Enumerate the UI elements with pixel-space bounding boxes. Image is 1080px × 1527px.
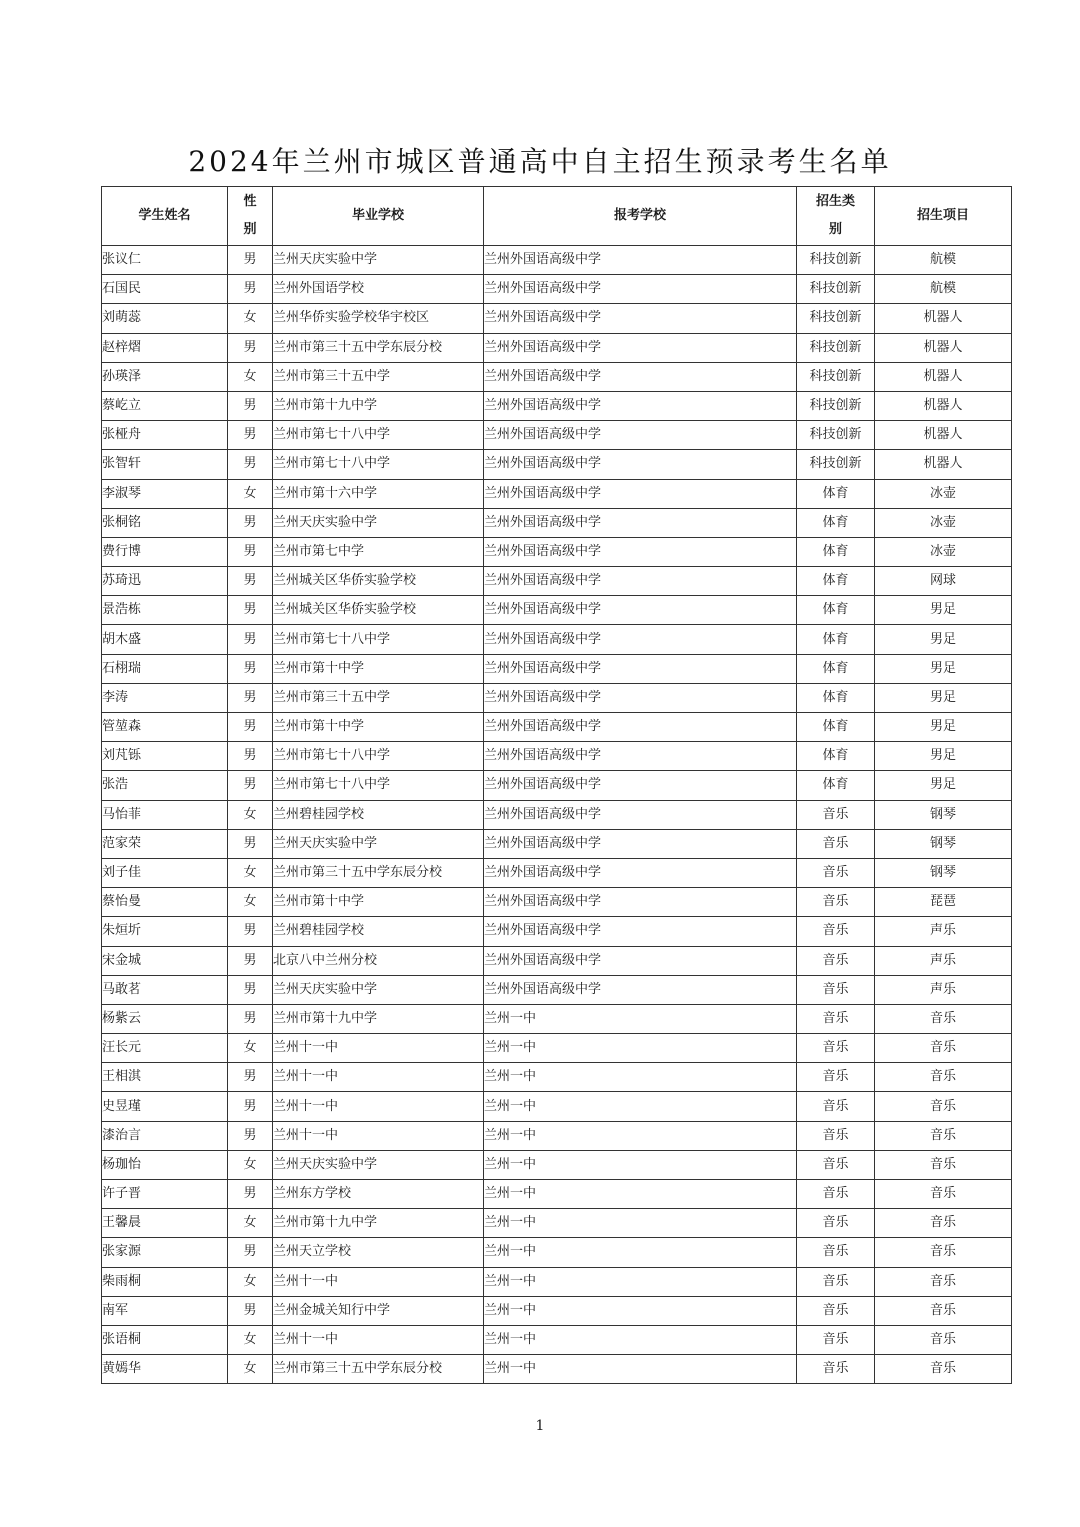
cell-grad-school: 兰州市第七十八中学 — [273, 625, 484, 654]
cell-name: 蔡屹立 — [102, 391, 228, 420]
table-row — [102, 1004, 1012, 1033]
cell-category: 体育 — [797, 508, 875, 537]
cell-name: 杨珈怡 — [102, 1150, 228, 1179]
table-row — [102, 1092, 1012, 1121]
cell-sex: 女 — [228, 1150, 273, 1179]
cell-category: 体育 — [797, 683, 875, 712]
cell-sex: 男 — [228, 1296, 273, 1325]
cell-name: 王馨晨 — [102, 1209, 228, 1238]
cell-apply-school: 兰州一中 — [484, 1238, 797, 1267]
page-number: 1 — [535, 1418, 545, 1434]
cell-sex: 男 — [228, 975, 273, 1004]
cell-project: 机器人 — [875, 304, 1012, 333]
cell-project: 音乐 — [875, 1034, 1012, 1063]
cell-project: 男足 — [875, 713, 1012, 742]
cell-project: 音乐 — [875, 1209, 1012, 1238]
cell-sex: 男 — [228, 1180, 273, 1209]
cell-grad-school: 兰州十一中 — [273, 1121, 484, 1150]
cell-name: 张桐铭 — [102, 508, 228, 537]
cell-project: 男足 — [875, 654, 1012, 683]
cell-sex: 男 — [228, 829, 273, 858]
cell-name: 苏琦迅 — [102, 567, 228, 596]
page-title: 2024年兰州市城区普通高中自主招生预录考生名单 — [188, 145, 892, 178]
cell-sex: 女 — [228, 1034, 273, 1063]
cell-grad-school: 兰州十一中 — [273, 1034, 484, 1063]
cell-category: 科技创新 — [797, 246, 875, 275]
table-row — [102, 975, 1012, 1004]
cell-sex: 男 — [228, 917, 273, 946]
cell-project: 机器人 — [875, 421, 1012, 450]
cell-apply-school: 兰州一中 — [484, 1034, 797, 1063]
cell-name: 刘萌蕊 — [102, 304, 228, 333]
table-row — [102, 508, 1012, 537]
cell-category: 科技创新 — [797, 421, 875, 450]
cell-sex: 男 — [228, 275, 273, 304]
cell-apply-school: 兰州外国语高级中学 — [484, 333, 797, 362]
cell-category: 体育 — [797, 742, 875, 771]
cell-category: 音乐 — [797, 1267, 875, 1296]
cell-apply-school: 兰州一中 — [484, 1325, 797, 1354]
cell-grad-school: 兰州天庆实验中学 — [273, 829, 484, 858]
cell-category: 音乐 — [797, 1092, 875, 1121]
cell-project: 声乐 — [875, 946, 1012, 975]
cell-category: 体育 — [797, 625, 875, 654]
cell-apply-school: 兰州外国语高级中学 — [484, 275, 797, 304]
cell-sex: 男 — [228, 450, 273, 479]
cell-sex: 男 — [228, 1063, 273, 1092]
cell-name: 张浩 — [102, 771, 228, 800]
cell-category: 音乐 — [797, 1325, 875, 1354]
header-grad-school: 毕业学校 — [273, 187, 484, 246]
cell-project: 音乐 — [875, 1296, 1012, 1325]
cell-name: 景浩栋 — [102, 596, 228, 625]
cell-grad-school: 兰州市第三十五中学东辰分校 — [273, 858, 484, 887]
cell-name: 石国民 — [102, 275, 228, 304]
cell-category: 科技创新 — [797, 362, 875, 391]
table-row — [102, 625, 1012, 654]
cell-grad-school: 兰州金城关知行中学 — [273, 1296, 484, 1325]
cell-sex: 男 — [228, 333, 273, 362]
cell-name: 许子晋 — [102, 1180, 228, 1209]
table-row — [102, 1150, 1012, 1179]
cell-project: 琵琶 — [875, 888, 1012, 917]
cell-apply-school: 兰州外国语高级中学 — [484, 304, 797, 333]
cell-grad-school: 兰州市第十九中学 — [273, 1004, 484, 1033]
cell-sex: 女 — [228, 1209, 273, 1238]
cell-project: 男足 — [875, 771, 1012, 800]
cell-project: 男足 — [875, 596, 1012, 625]
table-row — [102, 1034, 1012, 1063]
cell-category: 科技创新 — [797, 275, 875, 304]
cell-sex: 男 — [228, 771, 273, 800]
cell-grad-school: 兰州市第十中学 — [273, 888, 484, 917]
cell-name: 费行博 — [102, 537, 228, 566]
cell-apply-school: 兰州外国语高级中学 — [484, 421, 797, 450]
cell-sex: 男 — [228, 508, 273, 537]
table-row — [102, 1267, 1012, 1296]
table-row — [102, 1355, 1012, 1384]
cell-category: 体育 — [797, 771, 875, 800]
table-row — [102, 1063, 1012, 1092]
cell-grad-school: 兰州市第十中学 — [273, 713, 484, 742]
cell-category: 音乐 — [797, 1209, 875, 1238]
cell-category: 音乐 — [797, 975, 875, 1004]
cell-name: 张议仁 — [102, 246, 228, 275]
cell-sex: 女 — [228, 1325, 273, 1354]
cell-apply-school: 兰州一中 — [484, 1355, 797, 1384]
cell-grad-school: 兰州天庆实验中学 — [273, 1150, 484, 1179]
table-row — [102, 946, 1012, 975]
cell-sex: 男 — [228, 421, 273, 450]
cell-category: 体育 — [797, 479, 875, 508]
cell-project: 男足 — [875, 742, 1012, 771]
cell-category: 体育 — [797, 567, 875, 596]
cell-name: 马怡菲 — [102, 800, 228, 829]
table-header-row — [102, 187, 1012, 246]
table-row — [102, 479, 1012, 508]
cell-apply-school: 兰州外国语高级中学 — [484, 450, 797, 479]
cell-category: 音乐 — [797, 1296, 875, 1325]
cell-category: 音乐 — [797, 829, 875, 858]
header-sex — [228, 187, 273, 246]
cell-project: 网球 — [875, 567, 1012, 596]
table-row — [102, 246, 1012, 275]
cell-category: 科技创新 — [797, 304, 875, 333]
cell-sex: 男 — [228, 391, 273, 420]
header-category-label: 招生类 别 — [815, 194, 855, 237]
cell-sex: 男 — [228, 625, 273, 654]
cell-grad-school: 兰州十一中 — [273, 1092, 484, 1121]
cell-project: 音乐 — [875, 1325, 1012, 1354]
admission-table — [101, 186, 1012, 1384]
cell-grad-school: 兰州市第七十八中学 — [273, 742, 484, 771]
cell-category: 音乐 — [797, 1238, 875, 1267]
cell-name: 刘芃铄 — [102, 742, 228, 771]
table-row — [102, 275, 1012, 304]
cell-sex: 男 — [228, 537, 273, 566]
cell-apply-school: 兰州一中 — [484, 1063, 797, 1092]
table-row — [102, 800, 1012, 829]
cell-name: 胡木盛 — [102, 625, 228, 654]
cell-project: 声乐 — [875, 917, 1012, 946]
cell-category: 科技创新 — [797, 333, 875, 362]
cell-category: 体育 — [797, 654, 875, 683]
cell-grad-school: 兰州天立学校 — [273, 1238, 484, 1267]
cell-apply-school: 兰州一中 — [484, 1267, 797, 1296]
cell-name: 石栩瑞 — [102, 654, 228, 683]
table-row — [102, 1121, 1012, 1150]
cell-name: 朱烜圻 — [102, 917, 228, 946]
cell-project: 音乐 — [875, 1180, 1012, 1209]
cell-sex: 男 — [228, 1092, 273, 1121]
cell-category: 音乐 — [797, 800, 875, 829]
cell-apply-school: 兰州外国语高级中学 — [484, 917, 797, 946]
cell-project: 钢琴 — [875, 829, 1012, 858]
cell-sex: 女 — [228, 1355, 273, 1384]
cell-grad-school: 兰州天庆实验中学 — [273, 246, 484, 275]
cell-category: 音乐 — [797, 1034, 875, 1063]
cell-apply-school: 兰州外国语高级中学 — [484, 625, 797, 654]
cell-project: 男足 — [875, 625, 1012, 654]
cell-project: 音乐 — [875, 1063, 1012, 1092]
table-row — [102, 567, 1012, 596]
table-row — [102, 596, 1012, 625]
cell-apply-school: 兰州外国语高级中学 — [484, 888, 797, 917]
cell-grad-school: 兰州天庆实验中学 — [273, 508, 484, 537]
cell-sex: 男 — [228, 1238, 273, 1267]
cell-apply-school: 兰州外国语高级中学 — [484, 946, 797, 975]
cell-project: 航模 — [875, 275, 1012, 304]
cell-sex: 女 — [228, 479, 273, 508]
cell-project: 冰壶 — [875, 479, 1012, 508]
cell-grad-school: 北京八中兰州分校 — [273, 946, 484, 975]
cell-name: 黄嫣华 — [102, 1355, 228, 1384]
cell-project: 冰壶 — [875, 508, 1012, 537]
cell-category: 音乐 — [797, 1150, 875, 1179]
cell-project: 冰壶 — [875, 537, 1012, 566]
cell-category: 体育 — [797, 537, 875, 566]
cell-name: 王相淇 — [102, 1063, 228, 1092]
cell-grad-school: 兰州市第十九中学 — [273, 391, 484, 420]
cell-sex: 男 — [228, 713, 273, 742]
cell-name: 杨紫云 — [102, 1004, 228, 1033]
cell-sex: 男 — [228, 683, 273, 712]
cell-name: 宋金城 — [102, 946, 228, 975]
table-row — [102, 450, 1012, 479]
cell-apply-school: 兰州外国语高级中学 — [484, 362, 797, 391]
cell-grad-school: 兰州碧桂园学校 — [273, 917, 484, 946]
header-sex-label: 性 别 — [243, 194, 257, 237]
cell-apply-school: 兰州一中 — [484, 1180, 797, 1209]
table-row — [102, 771, 1012, 800]
cell-apply-school: 兰州外国语高级中学 — [484, 596, 797, 625]
cell-apply-school: 兰州外国语高级中学 — [484, 829, 797, 858]
cell-grad-school: 兰州市第七中学 — [273, 537, 484, 566]
cell-apply-school: 兰州外国语高级中学 — [484, 713, 797, 742]
cell-grad-school: 兰州华侨实验学校华宇校区 — [273, 304, 484, 333]
cell-name: 柴雨桐 — [102, 1267, 228, 1296]
cell-category: 体育 — [797, 713, 875, 742]
table-row — [102, 742, 1012, 771]
cell-project: 音乐 — [875, 1238, 1012, 1267]
cell-name: 马敢茗 — [102, 975, 228, 1004]
table-row — [102, 1238, 1012, 1267]
cell-category: 音乐 — [797, 858, 875, 887]
cell-grad-school: 兰州城关区华侨实验学校 — [273, 596, 484, 625]
cell-name: 张智轩 — [102, 450, 228, 479]
table-row — [102, 713, 1012, 742]
cell-grad-school: 兰州市第十九中学 — [273, 1209, 484, 1238]
cell-project: 机器人 — [875, 450, 1012, 479]
table-row — [102, 1209, 1012, 1238]
cell-sex: 女 — [228, 888, 273, 917]
cell-grad-school: 兰州市第十中学 — [273, 654, 484, 683]
cell-apply-school: 兰州一中 — [484, 1004, 797, 1033]
cell-project: 机器人 — [875, 362, 1012, 391]
cell-grad-school: 兰州市第十六中学 — [273, 479, 484, 508]
cell-sex: 男 — [228, 567, 273, 596]
cell-project: 音乐 — [875, 1004, 1012, 1033]
cell-apply-school: 兰州外国语高级中学 — [484, 800, 797, 829]
cell-apply-school: 兰州外国语高级中学 — [484, 567, 797, 596]
cell-sex: 女 — [228, 304, 273, 333]
cell-grad-school: 兰州市第三十五中学东辰分校 — [273, 1355, 484, 1384]
cell-grad-school: 兰州外国语学校 — [273, 275, 484, 304]
cell-grad-school: 兰州十一中 — [273, 1267, 484, 1296]
cell-sex: 女 — [228, 1267, 273, 1296]
cell-grad-school: 兰州十一中 — [273, 1063, 484, 1092]
table-row — [102, 654, 1012, 683]
cell-sex: 女 — [228, 858, 273, 887]
table-row — [102, 537, 1012, 566]
cell-project: 机器人 — [875, 333, 1012, 362]
table-row — [102, 829, 1012, 858]
cell-grad-school: 兰州市第三十五中学东辰分校 — [273, 333, 484, 362]
cell-category: 音乐 — [797, 1121, 875, 1150]
cell-grad-school: 兰州东方学校 — [273, 1180, 484, 1209]
cell-grad-school: 兰州市第七十八中学 — [273, 421, 484, 450]
cell-apply-school: 兰州一中 — [484, 1092, 797, 1121]
cell-apply-school: 兰州一中 — [484, 1209, 797, 1238]
cell-name: 张桠舟 — [102, 421, 228, 450]
cell-name: 刘子佳 — [102, 858, 228, 887]
cell-project: 音乐 — [875, 1355, 1012, 1384]
cell-sex: 男 — [228, 742, 273, 771]
table-row — [102, 888, 1012, 917]
cell-apply-school: 兰州外国语高级中学 — [484, 246, 797, 275]
cell-name: 张家源 — [102, 1238, 228, 1267]
cell-apply-school: 兰州外国语高级中学 — [484, 683, 797, 712]
cell-apply-school: 兰州外国语高级中学 — [484, 975, 797, 1004]
header-project: 招生项目 — [875, 187, 1012, 246]
cell-apply-school: 兰州外国语高级中学 — [484, 858, 797, 887]
cell-category: 音乐 — [797, 946, 875, 975]
cell-sex: 男 — [228, 246, 273, 275]
cell-grad-school: 兰州天庆实验中学 — [273, 975, 484, 1004]
cell-category: 音乐 — [797, 1063, 875, 1092]
cell-grad-school: 兰州市第三十五中学 — [273, 683, 484, 712]
cell-apply-school: 兰州外国语高级中学 — [484, 771, 797, 800]
cell-grad-school: 兰州市第七十八中学 — [273, 450, 484, 479]
cell-apply-school: 兰州外国语高级中学 — [484, 654, 797, 683]
header-name: 学生姓名 — [102, 187, 228, 246]
cell-project: 音乐 — [875, 1267, 1012, 1296]
cell-category: 体育 — [797, 596, 875, 625]
table-row — [102, 421, 1012, 450]
cell-name: 李淑琴 — [102, 479, 228, 508]
cell-grad-school: 兰州城关区华侨实验学校 — [273, 567, 484, 596]
cell-sex: 男 — [228, 1004, 273, 1033]
table-row — [102, 1296, 1012, 1325]
cell-apply-school: 兰州外国语高级中学 — [484, 537, 797, 566]
cell-category: 音乐 — [797, 1180, 875, 1209]
cell-apply-school: 兰州外国语高级中学 — [484, 742, 797, 771]
cell-name: 管堃森 — [102, 713, 228, 742]
cell-name: 史昱瑾 — [102, 1092, 228, 1121]
cell-name: 蔡怡曼 — [102, 888, 228, 917]
cell-apply-school: 兰州一中 — [484, 1121, 797, 1150]
table-row — [102, 1180, 1012, 1209]
cell-sex: 男 — [228, 654, 273, 683]
cell-apply-school: 兰州一中 — [484, 1150, 797, 1179]
table-row — [102, 683, 1012, 712]
cell-grad-school: 兰州碧桂园学校 — [273, 800, 484, 829]
header-apply-school: 报考学校 — [484, 187, 797, 246]
table-row — [102, 362, 1012, 391]
cell-grad-school: 兰州市第七十八中学 — [273, 771, 484, 800]
header-category — [797, 187, 875, 246]
cell-category: 音乐 — [797, 1004, 875, 1033]
table-row — [102, 858, 1012, 887]
cell-apply-school: 兰州外国语高级中学 — [484, 391, 797, 420]
table-row — [102, 391, 1012, 420]
cell-grad-school: 兰州十一中 — [273, 1325, 484, 1354]
cell-sex: 男 — [228, 1121, 273, 1150]
cell-sex: 男 — [228, 596, 273, 625]
cell-project: 声乐 — [875, 975, 1012, 1004]
cell-name: 李涛 — [102, 683, 228, 712]
cell-project: 音乐 — [875, 1150, 1012, 1179]
cell-sex: 男 — [228, 946, 273, 975]
cell-category: 音乐 — [797, 1355, 875, 1384]
cell-project: 机器人 — [875, 391, 1012, 420]
cell-sex: 女 — [228, 800, 273, 829]
table-row — [102, 917, 1012, 946]
table-row — [102, 1325, 1012, 1354]
cell-name: 张语桐 — [102, 1325, 228, 1354]
cell-project: 男足 — [875, 683, 1012, 712]
cell-apply-school: 兰州外国语高级中学 — [484, 508, 797, 537]
cell-apply-school: 兰州一中 — [484, 1296, 797, 1325]
cell-category: 音乐 — [797, 888, 875, 917]
cell-category: 音乐 — [797, 917, 875, 946]
cell-project: 钢琴 — [875, 800, 1012, 829]
cell-grad-school: 兰州市第三十五中学 — [273, 362, 484, 391]
cell-name: 赵梓熠 — [102, 333, 228, 362]
cell-category: 科技创新 — [797, 450, 875, 479]
cell-name: 汪长元 — [102, 1034, 228, 1063]
cell-project: 钢琴 — [875, 858, 1012, 887]
cell-project: 音乐 — [875, 1121, 1012, 1150]
cell-name: 漆治言 — [102, 1121, 228, 1150]
cell-name: 南军 — [102, 1296, 228, 1325]
table-row — [102, 304, 1012, 333]
cell-category: 科技创新 — [797, 391, 875, 420]
cell-sex: 女 — [228, 362, 273, 391]
cell-project: 音乐 — [875, 1092, 1012, 1121]
cell-apply-school: 兰州外国语高级中学 — [484, 479, 797, 508]
table-body — [102, 246, 1012, 1384]
cell-name: 孙瑛泽 — [102, 362, 228, 391]
cell-project: 航模 — [875, 246, 1012, 275]
table-row — [102, 333, 1012, 362]
cell-name: 范家荣 — [102, 829, 228, 858]
